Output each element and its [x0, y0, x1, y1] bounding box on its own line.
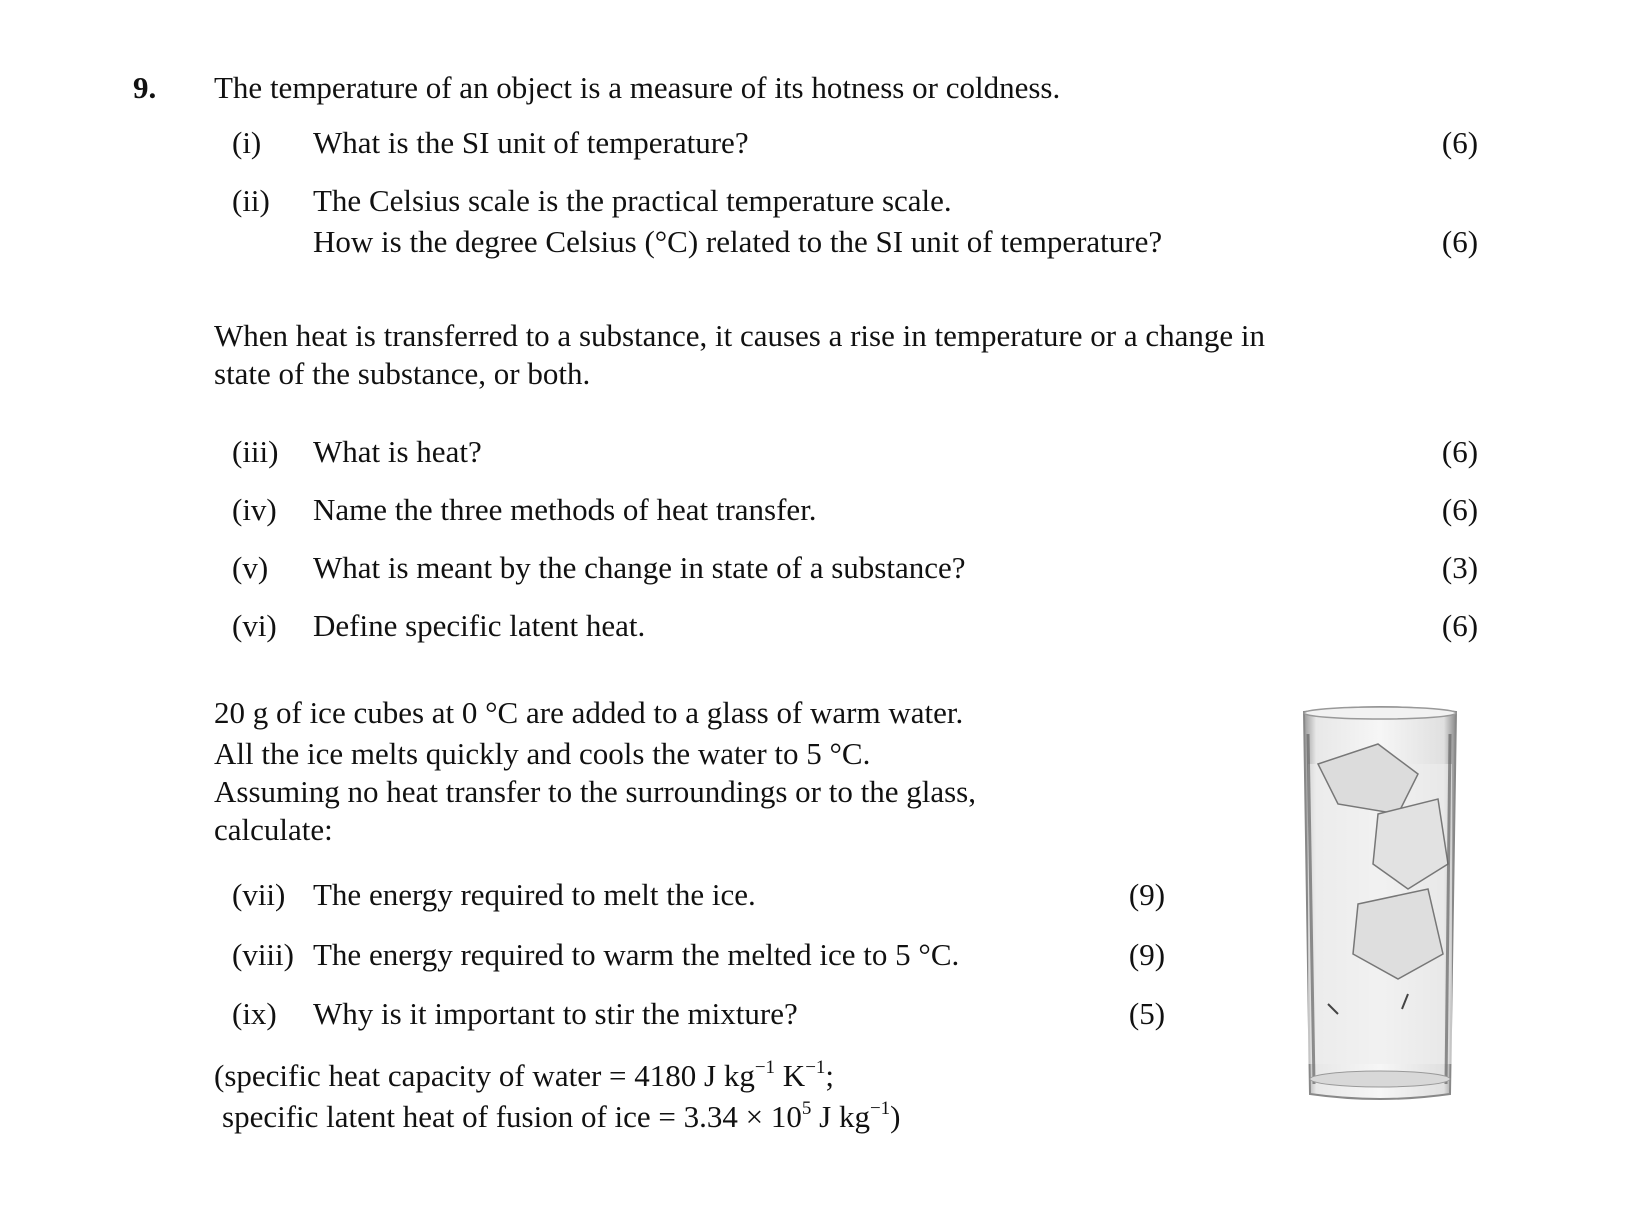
ice-glass-icon — [1298, 704, 1462, 1104]
paragraph-line: state of the substance, or both. — [214, 356, 591, 391]
part-marks: (3) — [1441, 550, 1479, 585]
ice-glass-image — [1298, 704, 1462, 1104]
part-marks: (6) — [1441, 125, 1479, 160]
part-marks: (9) — [1128, 877, 1166, 912]
data-line-ice: specific latent heat of fusion of ice = $3.34 \times 10^5$ J $kg^{-1}$) — [222, 1097, 901, 1134]
part-text: Define specific latent heat. — [313, 608, 646, 643]
part-label: (iii) — [232, 434, 279, 469]
paragraph-line: 20 g of ice cubes at 0 °C are added to a glass of warm water. — [214, 695, 964, 730]
part-label: (i) — [232, 125, 262, 160]
paragraph-line: calculate: — [214, 812, 333, 847]
part-text: What is heat? — [313, 434, 482, 469]
part-text: Name the three methods of heat transfer. — [313, 492, 817, 527]
part-text: The energy required to melt the ice. — [313, 877, 756, 912]
part-label: (vii) — [232, 877, 286, 912]
part-text: The energy required to warm the melted ice to 5 °C. — [313, 937, 960, 972]
part-marks: (6) — [1441, 434, 1479, 469]
data-line-water: (specific heat capacity of water = 4180 J $kg^{-1}$ $K^{-1}$; — [214, 1056, 835, 1093]
part-text-line2: How is the degree Celsius (°C) related to the SI unit of temperature? — [313, 224, 1163, 259]
part-marks: (6) — [1441, 224, 1479, 259]
part-text: Why is it important to stir the mixture? — [313, 996, 798, 1031]
part-label: (ii) — [232, 183, 270, 218]
part-label: (ix) — [232, 996, 277, 1031]
part-marks: (6) — [1441, 608, 1479, 643]
part-label: (iv) — [232, 492, 277, 527]
question-number: 9. — [133, 70, 157, 105]
part-label: (v) — [232, 550, 269, 585]
part-text: What is meant by the change in state of a substance? — [313, 550, 966, 585]
question-intro: The temperature of an object is a measure of its hotness or coldness. — [214, 70, 1061, 105]
paragraph-line: Assuming no heat transfer to the surroundings or to the glass, — [214, 774, 976, 809]
part-marks: (5) — [1128, 996, 1166, 1031]
part-text: What is the SI unit of temperature? — [313, 125, 749, 160]
paragraph-line: All the ice melts quickly and cools the water to 5 °C. — [214, 736, 871, 771]
part-text: The Celsius scale is the practical temperature scale. — [313, 183, 952, 218]
part-label: (viii) — [232, 937, 294, 972]
part-marks: (9) — [1128, 937, 1166, 972]
part-marks: (6) — [1441, 492, 1479, 527]
part-label: (vi) — [232, 608, 277, 643]
paragraph-line: When heat is transferred to a substance, it causes a rise in temperature or a change in — [214, 318, 1265, 353]
